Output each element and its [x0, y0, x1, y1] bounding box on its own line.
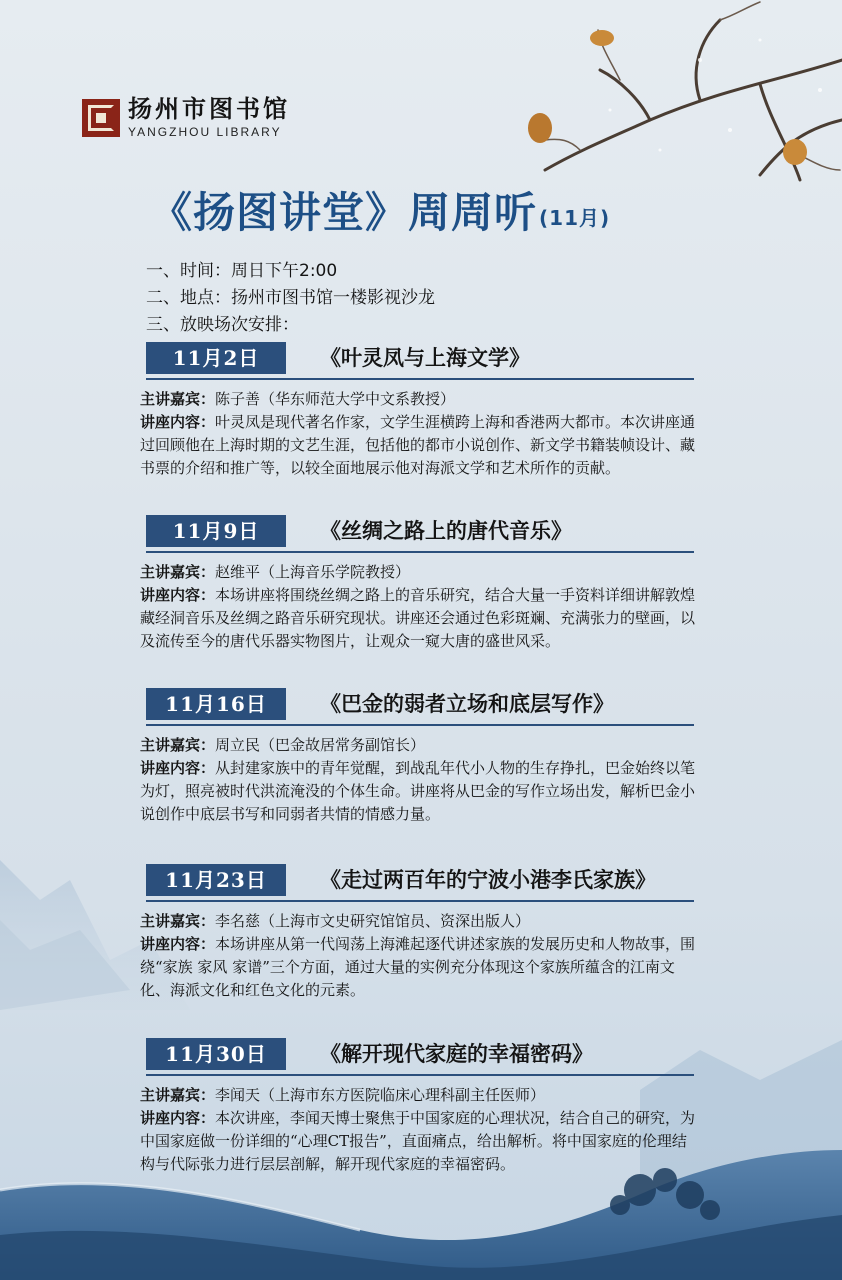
event-time: 一、时间：周日下午2:00	[146, 261, 338, 281]
session-card	[140, 688, 696, 823]
session-card	[140, 342, 696, 477]
session-speaker	[140, 388, 700, 411]
session-date: 11月23日	[146, 864, 286, 896]
content-label: 讲座内容：	[140, 935, 216, 953]
session-title: 《叶灵凤与上海文学》	[320, 346, 530, 370]
session-card	[140, 864, 696, 999]
session-divider	[146, 900, 694, 902]
speaker-value: 周立民（巴金故居常务副馆长）	[215, 736, 426, 754]
speaker-label: 主讲嘉宾：	[140, 563, 216, 581]
library-seal-icon	[82, 99, 120, 137]
session-title: 《解开现代家庭的幸福密码》	[320, 1042, 593, 1066]
session-speaker	[140, 561, 700, 584]
session-date: 11月9日	[146, 515, 286, 547]
page-title-main: 《扬图讲堂》周周听	[150, 188, 538, 237]
session-content	[140, 757, 700, 826]
page-title-month: (11月)	[539, 206, 611, 230]
session-content	[140, 1107, 700, 1176]
page-title	[150, 180, 750, 240]
content-value: 从封建家族中的青年觉醒，到战乱年代小人物的生存挣扎，巴金始终以笔为灯，照亮被时代洪流淹没的个体生命。讲座将从巴金的写作立场出发，解析巴金小说创作中底层书写和同弱者共情的情感力量。	[140, 759, 696, 823]
session-divider	[146, 378, 694, 380]
speaker-value: 赵维平（上海音乐学院教授）	[215, 563, 411, 581]
event-schedule-heading: 三、放映场次安排：	[146, 315, 299, 335]
session-divider	[146, 724, 694, 726]
session-title: 《走过两百年的宁波小港李氏家族》	[320, 868, 656, 892]
content-label: 讲座内容：	[140, 586, 216, 604]
content-value: 本次讲座，李闻天博士聚焦于中国家庭的心理状况，结合自己的研究，为中国家庭做一份详细的“心理CT报告”，直面痛点，给出解析。将中国家庭的伦理结构与代际张力进行层层剖解，解开现代家庭的幸福密码。	[140, 1109, 696, 1173]
session-date: 11月16日	[146, 688, 286, 720]
speaker-label: 主讲嘉宾：	[140, 912, 216, 930]
session-date: 11月30日	[146, 1038, 286, 1070]
library-logo	[82, 96, 290, 139]
session-speaker	[140, 910, 700, 933]
session-title: 《巴金的弱者立场和底层写作》	[320, 692, 614, 716]
content-label: 讲座内容：	[140, 759, 216, 777]
session-divider	[146, 551, 694, 553]
session-speaker	[140, 1084, 700, 1107]
speaker-label: 主讲嘉宾：	[140, 1086, 216, 1104]
content-value: 本场讲座从第一代闯荡上海滩起逐代讲述家族的发展历史和人物故事，围绕“家族 家风 家谱”三个方面，通过大量的实例充分体现这个家族所蕴含的江南文化、海派文化和红色文化的元素。	[140, 935, 696, 999]
session-speaker	[140, 734, 700, 757]
speaker-value: 李闻天（上海市东方医院临床心理科副主任医师）	[215, 1086, 546, 1104]
content-value: 本场讲座将围绕丝绸之路上的音乐研究，结合大量一手资料详细讲解敦煌藏经洞音乐及丝绸之路音乐研究现状。讲座还会通过色彩斑斓、充满张力的壁画，以及流传至今的唐代乐器实物图片，让观众一窥大唐的盛世风采。	[140, 586, 696, 650]
library-name-en: YANGZHOU LIBRARY	[128, 125, 282, 139]
session-content	[140, 411, 700, 480]
session-content	[140, 584, 700, 653]
content-label: 讲座内容：	[140, 413, 216, 431]
session-divider	[146, 1074, 694, 1076]
session-content	[140, 933, 700, 1002]
session-date: 11月2日	[146, 342, 286, 374]
speaker-label: 主讲嘉宾：	[140, 390, 216, 408]
content-label: 讲座内容：	[140, 1109, 216, 1127]
session-title: 《丝绸之路上的唐代音乐》	[320, 519, 572, 543]
session-card	[140, 1038, 696, 1173]
library-name-cn: 扬州市图书馆	[128, 94, 290, 123]
speaker-value: 陈子善（华东师范大学中文系教授）	[215, 390, 456, 408]
event-info	[146, 258, 435, 339]
content-value: 叶灵凤是现代著名作家，文学生涯横跨上海和香港两大都市。本次讲座通过回顾他在上海时期的文艺生涯，包括他的都市小说创作、新文学书籍装帧设计、藏书票的介绍和推广等，以较全面地展示他对海派文学和艺术所作的贡献。	[140, 413, 696, 477]
speaker-label: 主讲嘉宾：	[140, 736, 216, 754]
event-place: 二、地点：扬州市图书馆一楼影视沙龙	[146, 288, 435, 308]
speaker-value: 李名慈（上海市文史研究馆馆员、资深出版人）	[215, 912, 531, 930]
session-card	[140, 515, 696, 650]
